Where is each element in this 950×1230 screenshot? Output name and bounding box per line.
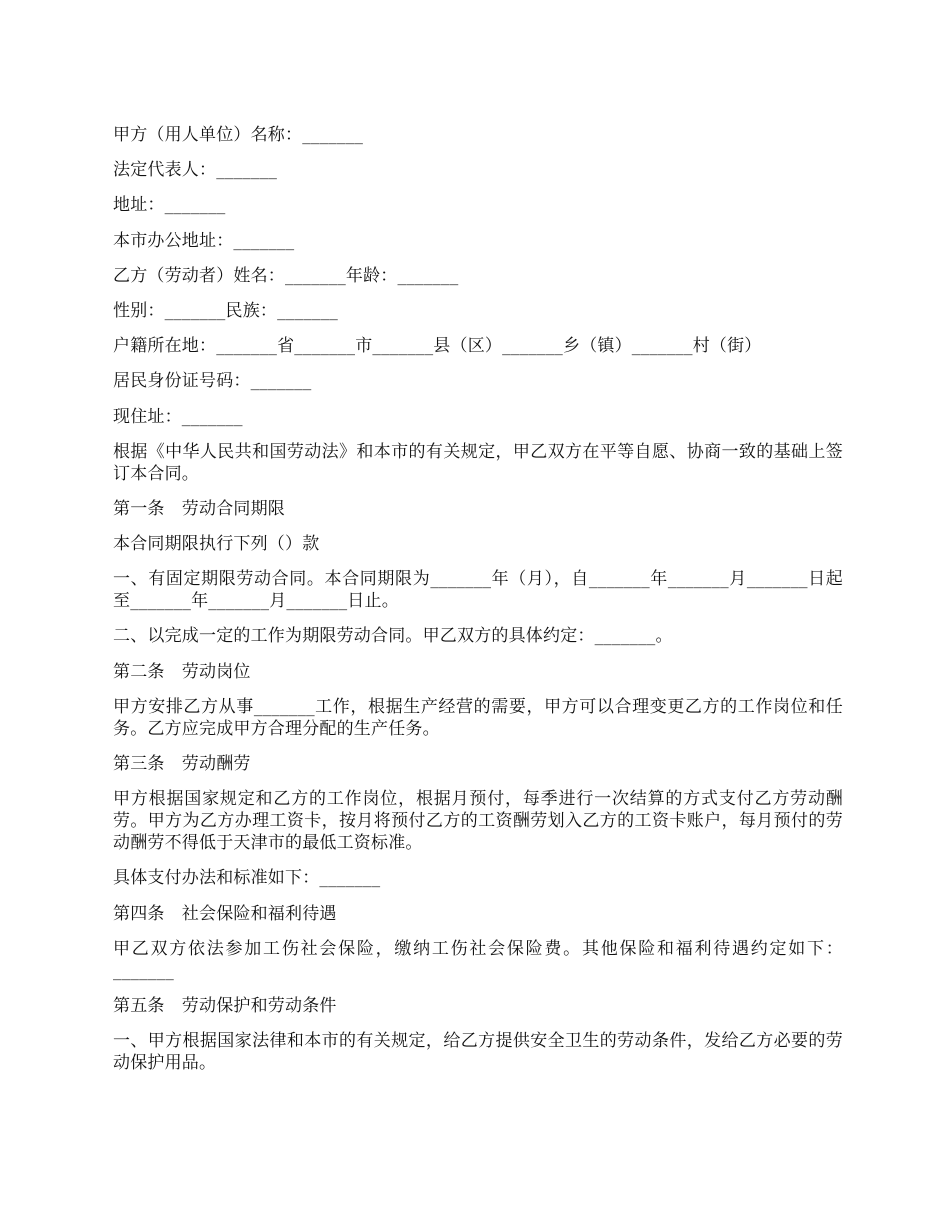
article-1-heading: 第一条 劳动合同期限 bbox=[113, 498, 285, 519]
article-4-heading: 第四条 社会保险和福利待遇 bbox=[113, 903, 337, 924]
article-4-body: 甲乙双方依法参加工伤社会保险，缴纳工伤社会保险费。其他保险和福利待遇约定如下：_______ bbox=[113, 938, 843, 981]
office-address-line: 本市办公地址：_______ bbox=[113, 230, 295, 251]
article-5-clause-1: 一、甲方根据国家法律和本市的有关规定，给乙方提供安全卫生的劳动条件，发给乙方必要的劳动保护用品。 bbox=[113, 1031, 843, 1074]
id-number-line: 居民身份证号码：_______ bbox=[113, 371, 312, 392]
article-1-intro: 本合同期限执行下列（）款 bbox=[113, 534, 320, 555]
contract-page bbox=[113, 124, 843, 1087]
household-registration-line: 户籍所在地：_______省_______市_______县（区）_______乡（镇）_______村（街） bbox=[113, 336, 762, 357]
legal-representative-line: 法定代表人：_______ bbox=[113, 160, 278, 181]
article-2-heading: 第二条 劳动岗位 bbox=[113, 661, 251, 682]
article-3-payment-standard: 具体支付办法和标准如下：_______ bbox=[113, 868, 381, 889]
article-1-clause-2: 二、以完成一定的工作为期限劳动合同。甲乙双方的具体约定：_______。 bbox=[113, 626, 673, 647]
gender-ethnicity-line: 性别：_______民族：_______ bbox=[113, 300, 338, 321]
article-2-body: 甲方安排乙方从事_______工作，根据生产经营的需要，甲方可以合理变更乙方的工作岗位和任务。乙方应完成甲方合理分配的生产任务。 bbox=[113, 696, 843, 739]
article-1-clause-1: 一、有固定期限劳动合同。本合同期限为_______年（月），自_______年_______月_______日起至_______年_______月_______日止。 bbox=[113, 569, 843, 612]
current-address-line: 现住址：_______ bbox=[113, 406, 243, 427]
preamble-paragraph: 根据《中华人民共和国劳动法》和本市的有关规定，甲乙双方在平等自愿、协商一致的基础上签订本合同。 bbox=[113, 441, 843, 484]
article-3-body: 甲方根据国家规定和乙方的工作岗位，根据月预付，每季进行一次结算的方式支付乙方劳动酬劳。甲方为乙方办理工资卡，按月将预付乙方的工资酬劳划入乙方的工资卡账户，每月预付的劳动酬劳不得低于天津市的最低工资标准。 bbox=[113, 789, 843, 854]
article-5-heading: 第五条 劳动保护和劳动条件 bbox=[113, 995, 337, 1016]
employer-name-line: 甲方（用人单位）名称：_______ bbox=[113, 125, 364, 145]
address-line: 地址：_______ bbox=[113, 195, 226, 216]
article-3-heading: 第三条 劳动酬劳 bbox=[113, 754, 251, 774]
employee-name-age-line: 乙方（劳动者）姓名：_______年龄：_______ bbox=[113, 265, 459, 286]
